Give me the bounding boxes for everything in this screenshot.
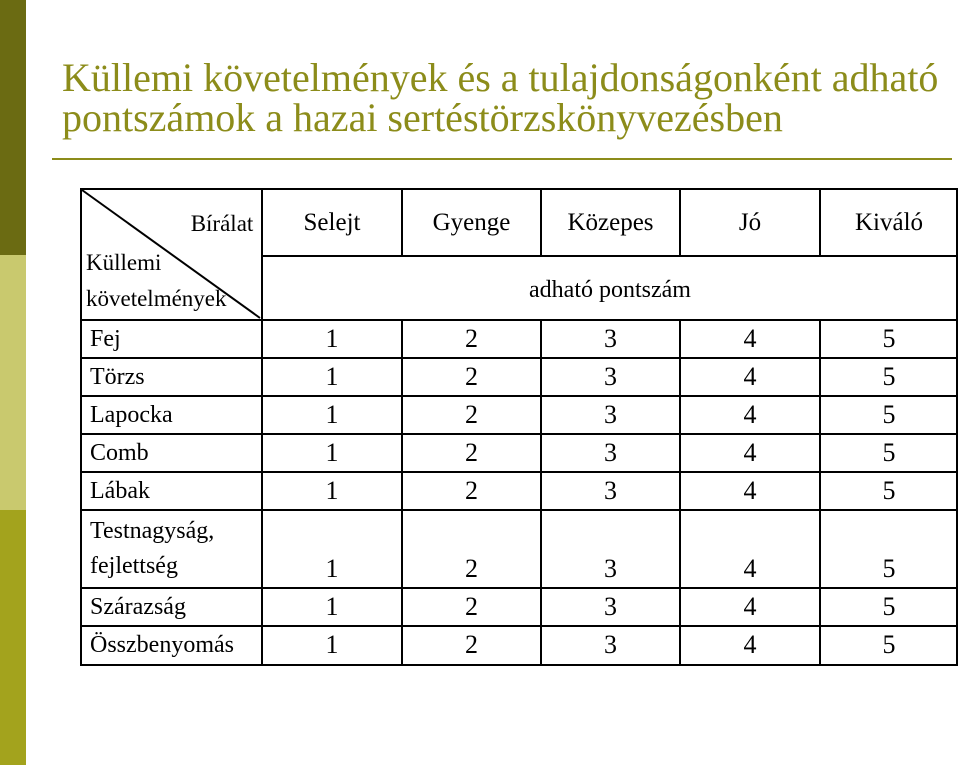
score-cell: 2 [465, 400, 478, 429]
score-cell: 5 [882, 592, 896, 621]
subheader-adhato-pontszam: adható pontszám [529, 276, 691, 303]
column-header-5: Kiváló [854, 209, 924, 236]
grid-vline [679, 190, 681, 256]
scoring-table [80, 188, 958, 666]
row-label: Fej [90, 325, 121, 352]
column-header-3: Közepes [567, 209, 654, 236]
score-cell: 4 [743, 476, 757, 505]
score-cell: 2 [465, 324, 478, 353]
row-label: Törzs [90, 363, 145, 390]
score-cell: 4 [743, 554, 757, 583]
corner-label-birálat: Bírálat [190, 211, 254, 236]
score-cell: 1 [325, 438, 339, 467]
score-cell: 5 [882, 630, 896, 659]
score-cell: 3 [604, 476, 617, 505]
score-cell: 1 [325, 630, 339, 659]
sidebar-stripe-middle [0, 255, 26, 510]
score-cell: 5 [882, 476, 896, 505]
column-header-2: Gyenge [432, 209, 511, 236]
score-cell: 2 [465, 362, 478, 391]
score-cell: 5 [882, 324, 896, 353]
score-cell: 2 [465, 438, 478, 467]
score-cell: 3 [604, 400, 617, 429]
grid-vline [401, 190, 403, 256]
score-cell: 3 [604, 592, 617, 621]
score-cell: 2 [465, 554, 478, 583]
score-cell: 4 [743, 592, 757, 621]
row-label-line2: fejlettség [90, 553, 178, 579]
row-label: Comb [90, 439, 149, 466]
sidebar-stripe-top [0, 0, 26, 255]
title-underline [52, 158, 952, 160]
score-cell: 3 [604, 324, 617, 353]
corner-label-kullemi: Küllemi [86, 250, 162, 275]
score-cell: 4 [743, 324, 757, 353]
row-label: Lapocka [90, 401, 173, 428]
grid-vline [540, 190, 542, 256]
score-cell: 1 [325, 362, 339, 391]
score-cell: 5 [882, 400, 896, 429]
score-cell: 1 [325, 476, 339, 505]
row-label: Szárazság [90, 593, 186, 620]
score-cell: 3 [604, 630, 617, 659]
score-cell: 2 [465, 592, 478, 621]
score-cell: 5 [882, 554, 896, 583]
score-cell: 5 [882, 362, 896, 391]
score-cell: 3 [604, 438, 617, 467]
score-cell: 2 [465, 476, 478, 505]
grid-hline [262, 255, 958, 257]
score-cell: 2 [465, 630, 478, 659]
score-cell: 1 [325, 592, 339, 621]
score-cell: 1 [325, 324, 339, 353]
row-label: Lábak [90, 477, 150, 504]
score-cell: 4 [743, 438, 757, 467]
score-cell: 4 [743, 400, 757, 429]
slide-title: Küllemi követelmények és a tulajdonságonként adható pontszámok a hazai sertéstörzskönyvezésben [62, 55, 939, 140]
score-cell: 1 [325, 554, 339, 583]
grid-vline [819, 190, 821, 256]
row-label-line1: Testnagyság, [90, 518, 215, 544]
score-cell: 3 [604, 362, 617, 391]
score-cell: 5 [882, 438, 896, 467]
row-label: Összbenyomás [90, 631, 234, 658]
score-cell: 1 [325, 400, 339, 429]
column-header-4: Jó [738, 209, 762, 236]
column-header-1: Selejt [303, 209, 361, 236]
score-cell: 4 [743, 362, 757, 391]
score-cell: 3 [604, 554, 617, 583]
score-cell: 4 [743, 630, 757, 659]
sidebar-stripe-bottom [0, 510, 26, 765]
corner-label-kovetelmenyek: követelmények [86, 286, 227, 311]
